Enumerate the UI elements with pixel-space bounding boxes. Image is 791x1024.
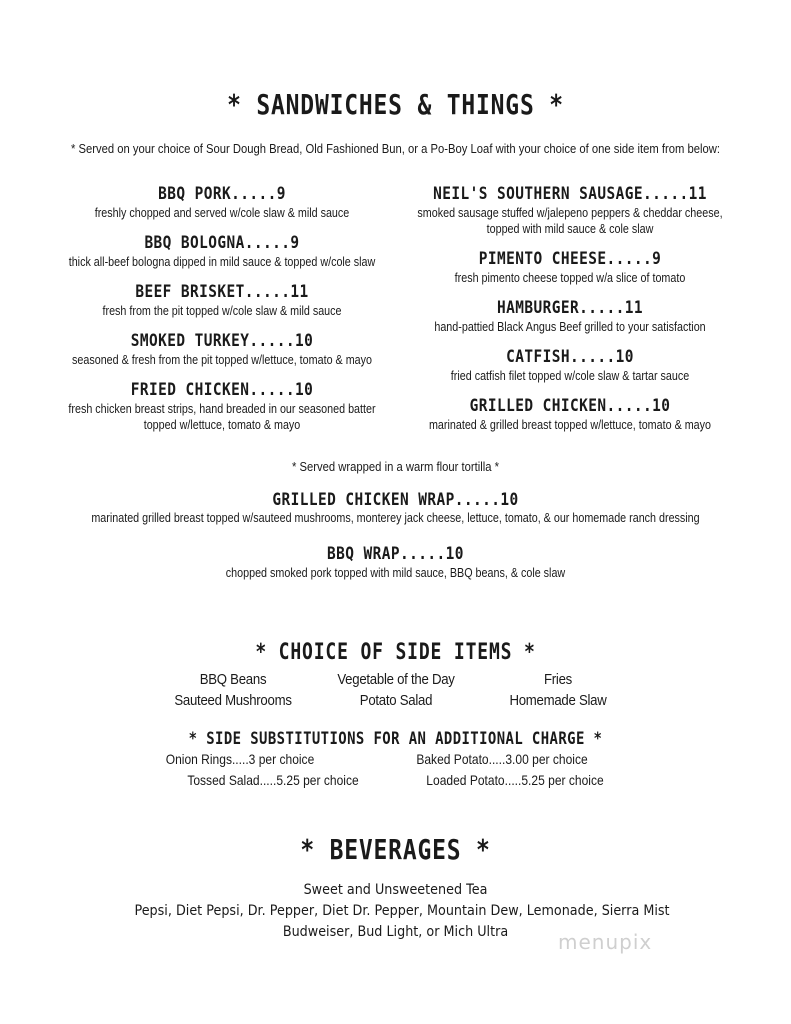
bread-choice-note: * Served on your choice of Sour Dough Bread, Old Fashioned Bun, or a Po-Boy Loaf with your choice of one side item from below: [70,142,721,156]
menu-item-bbq-wrap: BBQ WRAP.....10 [327,544,464,564]
menu-item-catfish: CATFISH.....10 [506,347,634,367]
menu-item-grilled-chicken-wrap-desc: marinated grilled breast topped w/sauteed mushrooms, monterey jack cheese, lettuce, tomato, & our homemade ranch dressing [91,511,700,525]
beverage-line: Budweiser, Bud Light, or Mich Ultra [282,924,509,940]
menu-item-bbq-wrap-desc: chopped smoked pork topped with mild sauce, BBQ beans, & cole slaw [225,566,566,580]
menu-item-bbq-pork: BBQ PORK.....9 [158,184,286,204]
menu-item-bbq-bologna-desc: thick all-beef bologna dipped in mild sauce & topped w/cole slaw [68,255,376,269]
substitution-item: Onion Rings.....3 per choice [165,751,315,767]
menu-item-grilled-chicken-desc: marinated & grilled breast topped w/lettuce, tomato & mayo [428,418,712,432]
beverages-title: * BEVERAGES * [300,833,491,866]
menu-item-beef-brisket-desc: fresh from the pit topped w/cole slaw & mild sauce [102,304,342,318]
menu-item-fried-chicken: FRIED CHICKEN.....10 [130,380,314,400]
menu-item-southern-sausage: NEIL'S SOUTHERN SAUSAGE.....11 [433,184,707,204]
menu-item-catfish-desc: fried catfish filet topped w/cole slaw & tartar sauce [450,369,690,383]
menu-item-grilled-chicken-wrap: GRILLED CHICKEN WRAP.....10 [272,490,519,510]
sandwiches-title: * SANDWICHES & THINGS * [227,88,564,121]
tortilla-note: * Served wrapped in a warm flour tortilla * [292,460,499,474]
beverage-line: Pepsi, Diet Pepsi, Dr. Pepper, Diet Dr. Pepper, Mountain Dew, Lemonade, Sierra Mist [134,903,670,919]
menu-item-southern-sausage-desc-2: topped with mild sauce & cole slaw [486,222,654,236]
menu-item-smoked-turkey-desc: seasoned & fresh from the pit topped w/lettuce, tomato & mayo [72,353,372,367]
menu-item-southern-sausage-desc-1: smoked sausage stuffed w/jalepeno peppers & cheddar cheese, [417,206,723,220]
menupix-watermark: menupix [558,930,653,954]
menu-item-pimento-cheese-desc: fresh pimento cheese topped w/a slice of tomato [454,271,686,285]
substitution-item: Baked Potato.....3.00 per choice [416,751,588,767]
substitutions-title: * SIDE SUBSTITUTIONS FOR AN ADDITIONAL CHARGE * [188,729,603,749]
side-item: Vegetable of the Day [337,671,455,688]
substitution-item: Tossed Salad.....5.25 per choice [187,772,359,788]
menu-item-grilled-chicken: GRILLED CHICKEN.....10 [469,396,671,416]
menu-item-hamburger: HAMBURGER.....11 [496,298,643,318]
beverage-line: Sweet and Unsweetened Tea [303,882,488,898]
menu-item-bbq-bologna: BBQ BOLOGNA.....9 [144,233,300,253]
side-item: Potato Salad [359,692,433,709]
menu-item-bbq-pork-desc: freshly chopped and served w/cole slaw & mild sauce [94,206,350,220]
side-item: BBQ Beans [199,671,267,688]
menu-item-beef-brisket: BEEF BRISKET.....11 [135,282,309,302]
side-item: Sauteed Mushrooms [174,692,292,709]
menu-item-smoked-turkey: SMOKED TURKEY.....10 [130,331,314,351]
side-item: Homemade Slaw [509,692,607,709]
menu-item-hamburger-desc: hand-pattied Black Angus Beef grilled to your satisfaction [434,320,706,334]
menu-item-pimento-cheese: PIMENTO CHEESE.....9 [478,249,662,269]
menu-item-fried-chicken-desc-1: fresh chicken breast strips, hand breaded in our seasoned batter [68,402,376,416]
side-items-title: * CHOICE OF SIDE ITEMS * [255,640,536,665]
side-item: Fries [543,671,573,688]
substitution-item: Loaded Potato.....5.25 per choice [426,772,604,788]
menu-item-fried-chicken-desc-2: topped w/lettuce, tomato & mayo [143,418,301,432]
